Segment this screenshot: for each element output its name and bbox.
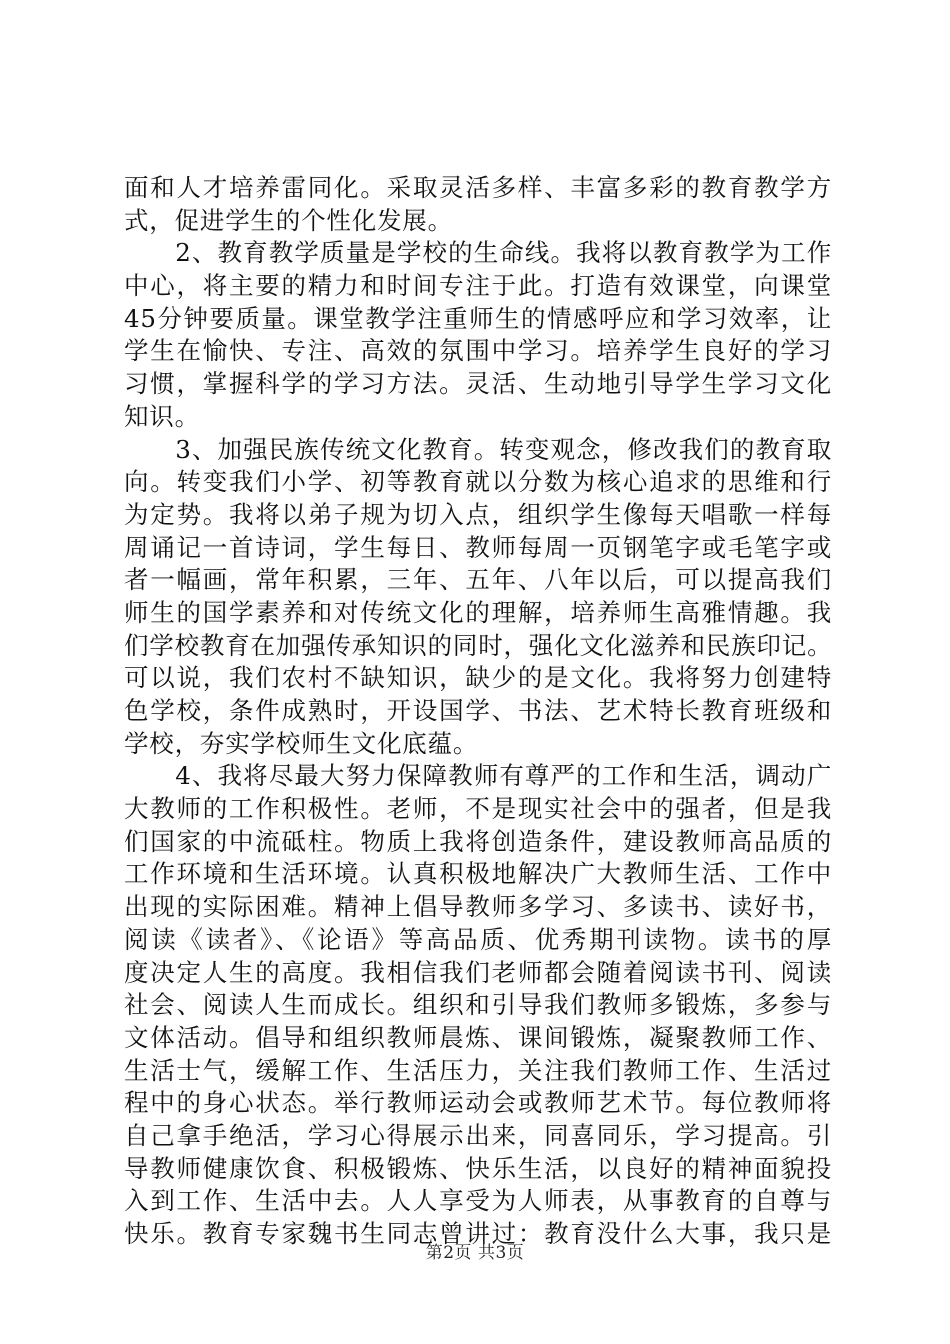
text-line: 3、加强民族传统文化教育。转变观念，修改我们的教育取 bbox=[124, 434, 833, 464]
text-line: 2、教育教学质量是学校的生命线。我将以教育教学为工作 bbox=[124, 238, 833, 268]
page-number-footer: 第2页 共3页 bbox=[425, 1243, 525, 1263]
text-line: 程中的身心状态。举行教师运动会或教师艺术节。每位教师将 bbox=[124, 1088, 832, 1118]
text-line: 学生在愉快、专注、高效的氛围中学习。培养学生良好的学习 bbox=[124, 336, 832, 366]
text-line: 45分钟要质量。课堂教学注重师生的情感呼应和学习效率，让 bbox=[124, 303, 832, 333]
text-line: 快乐。教育专家魏书生同志曾讲过：教育没什么大事，我只是 bbox=[124, 1219, 832, 1248]
text-line: 习惯，掌握科学的学习方法。灵活、生动地引导学生学习文化 bbox=[124, 369, 832, 399]
text-line: 入到工作、生活中去。人人享受为人师表，从事教育的自尊与 bbox=[124, 1186, 832, 1216]
text-line: 导教师健康饮食、积极锻炼、快乐生活，以良好的精神面貌投 bbox=[124, 1153, 832, 1183]
text-line: 中心，将主要的精力和时间专注于此。打造有效课堂，向课堂 bbox=[124, 271, 832, 301]
text-line: 大教师的工作积极性。老师，不是现实社会中的强者，但是我 bbox=[124, 794, 832, 824]
document-body bbox=[124, 172, 832, 1251]
text-line: 向。转变我们小学、初等教育就以分数为核心追求的思维和行 bbox=[124, 467, 832, 497]
text-line: 度决定人生的高度。我相信我们老师都会随着阅读书刊、阅读 bbox=[124, 957, 832, 987]
text-line: 周诵记一首诗词，学生每日、教师每周一页钢笔字或毛笔字或 bbox=[124, 532, 832, 562]
text-line: 学校，夯实学校师生文化底蕴。 bbox=[124, 728, 479, 758]
text-line: 式，促进学生的个性化发展。 bbox=[124, 205, 453, 235]
text-line: 色学校，条件成熟时，开设国学、书法、艺术特长教育班级和 bbox=[124, 696, 832, 725]
text-line: 们国家的中流砥柱。物质上我将创造条件，建设教师高品质的 bbox=[124, 826, 832, 856]
text-line: 出现的实际困难。精神上倡导教师多学习、多读书、读好书， bbox=[124, 892, 832, 922]
text-line: 可以说，我们农村不缺知识，缺少的是文化。我将努力创建特 bbox=[124, 663, 832, 693]
text-line: 社会、阅读人生而成长。组织和引导我们教师多锻炼，多参与 bbox=[124, 990, 832, 1020]
text-line: 为定势。我将以弟子规为切入点，组织学生像每天唱歌一样每 bbox=[124, 499, 832, 529]
text-line: 知识。 bbox=[124, 401, 200, 431]
text-line: 生活士气，缓解工作、生活压力，关注我们教师工作、生活过 bbox=[124, 1055, 832, 1085]
text-line: 者一幅画，常年积累，三年、五年、八年以后，可以提高我们 bbox=[124, 565, 832, 595]
text-line: 自己拿手绝活，学习心得展示出来，同喜同乐，学习提高。引 bbox=[124, 1120, 832, 1150]
text-line: 文体活动。倡导和组织教师晨炼、课间锻炼，凝聚教师工作、 bbox=[124, 1022, 832, 1052]
text-line: 面和人才培养雷同化。采取灵活多样、丰富多彩的教育教学方 bbox=[124, 173, 832, 202]
text-line: 阅读《读者》、《论语》等高品质、优秀期刊读物。读书的厚 bbox=[124, 924, 832, 954]
text-line: 工作环境和生活环境。认真积极地解决广大教师生活、工作中 bbox=[124, 859, 832, 889]
text-line: 4、我将尽最大努力保障教师有尊严的工作和生活，调动广 bbox=[124, 761, 833, 791]
text-line: 师生的国学素养和对传统文化的理解，培养师生高雅情趣。我 bbox=[124, 597, 832, 627]
text-line: 们学校教育在加强传承知识的同时，强化文化滋养和民族印记。 bbox=[124, 630, 833, 660]
